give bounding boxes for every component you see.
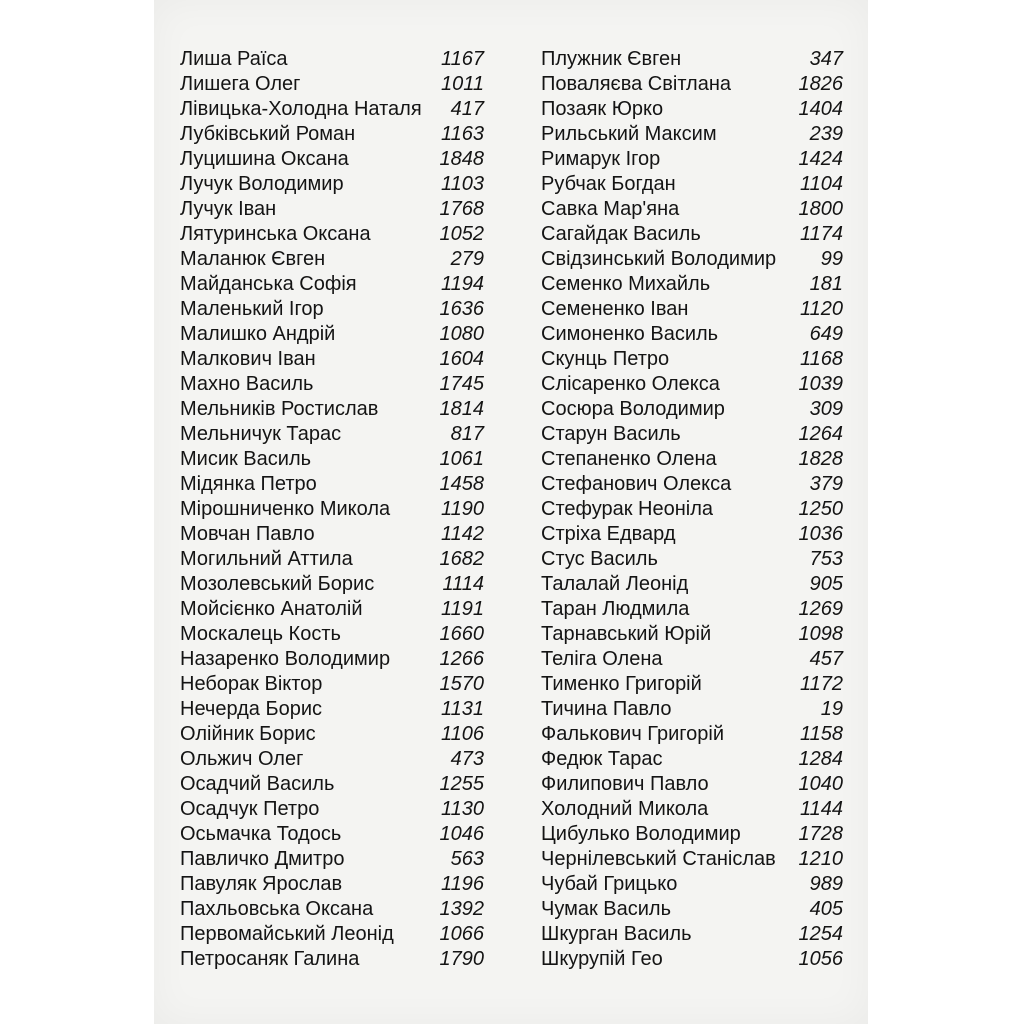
page-number: 1210 xyxy=(798,848,843,870)
page-number: 1172 xyxy=(799,673,843,695)
page-number: 1254 xyxy=(798,923,843,945)
index-entry xyxy=(541,772,843,797)
index-entry xyxy=(180,547,484,572)
index-entry xyxy=(541,322,843,347)
author-name: Степаненко Олена xyxy=(541,448,717,470)
index-entry xyxy=(180,897,484,922)
author-name: Чубай Грицько xyxy=(541,873,678,895)
index-entry xyxy=(541,722,843,747)
author-name: Могильний Аттила xyxy=(180,548,353,570)
author-name: Шкурган Василь xyxy=(541,923,692,945)
page-number: 649 xyxy=(809,323,843,345)
page-number: 1284 xyxy=(798,748,843,770)
page-number: 1728 xyxy=(798,823,843,845)
author-name: Свідзинський Володимир xyxy=(541,248,777,270)
page-number: 1098 xyxy=(798,623,843,645)
page-number: 1814 xyxy=(439,398,484,420)
page-number: 1191 xyxy=(440,598,484,620)
index-entry xyxy=(541,897,843,922)
index-entry xyxy=(541,647,843,672)
author-name: Семенко Михайль xyxy=(541,273,711,295)
page-number: 1800 xyxy=(798,198,843,220)
author-name: Рубчак Богдан xyxy=(541,173,676,195)
page-number: 989 xyxy=(809,873,843,895)
page-number: 1745 xyxy=(439,373,484,395)
index-entry xyxy=(180,697,484,722)
index-entry xyxy=(541,697,843,722)
author-name: Талалай Леонід xyxy=(541,573,689,595)
author-name: Цибулько Володимир xyxy=(541,823,741,845)
page-number: 1131 xyxy=(440,698,484,720)
author-name: Мойсієнко Анатолій xyxy=(180,598,363,620)
index-entry xyxy=(541,397,843,422)
index-entry xyxy=(541,247,843,272)
author-name: Пахльовська Оксана xyxy=(180,898,374,920)
author-name: Тарнавський Юрій xyxy=(541,623,712,645)
page-number: 1066 xyxy=(439,923,484,945)
page-number: 1424 xyxy=(798,148,843,170)
index-entry xyxy=(541,572,843,597)
author-name: Лівицька-Холодна Наталя xyxy=(180,98,422,120)
page-number: 1458 xyxy=(439,473,484,495)
author-name: Махно Василь xyxy=(180,373,314,395)
index-entry xyxy=(180,522,484,547)
page-number: 1052 xyxy=(439,223,484,245)
author-name: Малишко Андрій xyxy=(180,323,336,345)
author-name: Малкович Іван xyxy=(180,348,316,370)
author-name: Майданська Софія xyxy=(180,273,357,295)
page-number: 473 xyxy=(450,748,484,770)
page-number: 1120 xyxy=(799,298,843,320)
page-number: 905 xyxy=(809,573,843,595)
author-name: Слісаренко Олекса xyxy=(541,373,720,395)
index-entry xyxy=(541,197,843,222)
author-name: Осадчук Петро xyxy=(180,798,320,820)
index-entry xyxy=(541,522,843,547)
index-entry xyxy=(180,147,484,172)
index-entry xyxy=(180,397,484,422)
author-name: Лучук Іван xyxy=(180,198,277,220)
page-number: 1040 xyxy=(798,773,843,795)
page-number: 1039 xyxy=(798,373,843,395)
page-number: 1114 xyxy=(442,573,484,595)
index-entry xyxy=(180,597,484,622)
page-number: 753 xyxy=(809,548,843,570)
index-entry xyxy=(541,172,843,197)
page-number: 379 xyxy=(809,473,843,495)
page-number: 563 xyxy=(450,848,484,870)
page-number: 347 xyxy=(809,48,843,70)
index-entry xyxy=(541,547,843,572)
page-number: 1194 xyxy=(440,273,484,295)
author-name: Луцишина Оксана xyxy=(180,148,349,170)
author-name: Мельників Ростислав xyxy=(180,398,379,420)
page-number: 1828 xyxy=(798,448,843,470)
page-number: 1163 xyxy=(440,123,484,145)
author-name: Мозолевський Борис xyxy=(180,573,375,595)
author-name: Лучук Володимир xyxy=(180,173,344,195)
index-entry xyxy=(180,497,484,522)
index-entry xyxy=(541,747,843,772)
index-entry xyxy=(180,922,484,947)
page-number: 1142 xyxy=(440,523,484,545)
page-number: 19 xyxy=(820,698,843,720)
page-number: 1104 xyxy=(799,173,843,195)
page-number: 1404 xyxy=(798,98,843,120)
page-number: 1269 xyxy=(798,598,843,620)
author-name: Ольжич Олег xyxy=(180,748,304,770)
index-entry xyxy=(180,47,484,72)
page-number: 239 xyxy=(809,123,843,145)
author-name: Рильський Максим xyxy=(541,123,717,145)
page-number: 1570 xyxy=(439,673,484,695)
author-name: Тичина Павло xyxy=(541,698,672,720)
page-number: 1061 xyxy=(439,448,484,470)
author-name: Теліга Олена xyxy=(541,648,663,670)
author-name: Сосюра Володимир xyxy=(541,398,725,420)
index-entry xyxy=(180,422,484,447)
page-number: 1250 xyxy=(798,498,843,520)
page-number: 1144 xyxy=(799,798,843,820)
author-name: Мисик Василь xyxy=(180,448,312,470)
index-entry xyxy=(541,472,843,497)
author-name: Позаяк Юрко xyxy=(541,98,664,120)
author-name: Мельничук Тарас xyxy=(180,423,342,445)
page-number: 1392 xyxy=(439,898,484,920)
author-name: Стус Василь xyxy=(541,548,658,570)
page-number: 405 xyxy=(809,898,843,920)
page-number: 1158 xyxy=(799,723,843,745)
author-name: Филипович Павло xyxy=(541,773,709,795)
author-name: Холодний Микола xyxy=(541,798,709,820)
index-entry xyxy=(541,922,843,947)
index-entry xyxy=(180,672,484,697)
index-entry xyxy=(541,297,843,322)
page-number: 1056 xyxy=(798,948,843,970)
author-name: Мірошниченко Микола xyxy=(180,498,391,520)
page-number: 1604 xyxy=(439,348,484,370)
author-name: Петросаняк Галина xyxy=(180,948,360,970)
author-name: Первомайський Леонід xyxy=(180,923,394,945)
author-name: Мовчан Павло xyxy=(180,523,315,545)
page-number: 1174 xyxy=(799,223,843,245)
author-name: Федюк Тарас xyxy=(541,748,663,770)
page-number: 1167 xyxy=(440,48,484,70)
index-entry xyxy=(541,947,843,972)
author-name: Тименко Григорій xyxy=(541,673,702,695)
page-number: 1103 xyxy=(440,173,484,195)
page-number: 99 xyxy=(820,248,843,270)
index-entry xyxy=(180,722,484,747)
author-name: Маланюк Євген xyxy=(180,248,326,270)
author-name: Назаренко Володимир xyxy=(180,648,391,670)
page-number: 1682 xyxy=(439,548,484,570)
author-name: Стріха Едвард xyxy=(541,523,676,545)
index-entry xyxy=(180,122,484,147)
author-name: Симоненко Василь xyxy=(541,323,719,345)
author-name: Неборак Віктор xyxy=(180,673,323,695)
index-entry xyxy=(541,872,843,897)
index-entry xyxy=(541,622,843,647)
index-entry xyxy=(541,372,843,397)
page-number: 1106 xyxy=(440,723,484,745)
page-number: 457 xyxy=(809,648,843,670)
author-name: Осьмачка Тодось xyxy=(180,823,342,845)
index-entry xyxy=(541,672,843,697)
index-entry xyxy=(180,72,484,97)
page-number: 1168 xyxy=(799,348,843,370)
author-name: Стефанович Олекса xyxy=(541,473,732,495)
page-number: 1036 xyxy=(798,523,843,545)
author-name: Плужник Євген xyxy=(541,48,682,70)
author-name: Мідянка Петро xyxy=(180,473,317,495)
index-column-right xyxy=(541,47,843,972)
index-entry xyxy=(180,322,484,347)
page-number: 309 xyxy=(809,398,843,420)
index-entry xyxy=(180,297,484,322)
author-name: Павуляк Ярослав xyxy=(180,873,343,895)
page-number: 1190 xyxy=(440,498,484,520)
author-name: Сагайдак Василь xyxy=(541,223,701,245)
index-entry xyxy=(541,272,843,297)
author-name: Савка Мар'яна xyxy=(541,198,680,220)
index-entry xyxy=(541,72,843,97)
index-entry xyxy=(541,347,843,372)
author-name: Павличко Дмитро xyxy=(180,848,345,870)
page-number: 181 xyxy=(809,273,843,295)
author-name: Фалькович Григорій xyxy=(541,723,725,745)
page-number: 1046 xyxy=(439,823,484,845)
page-number: 1636 xyxy=(439,298,484,320)
index-entry xyxy=(541,122,843,147)
author-name: Шкурупій Гео xyxy=(541,948,663,970)
author-name: Чернілевський Станіслав xyxy=(541,848,776,870)
author-name: Таран Людмила xyxy=(541,598,690,620)
author-name: Лишега Олег xyxy=(180,73,301,95)
author-name: Олійник Борис xyxy=(180,723,316,745)
index-entry xyxy=(541,422,843,447)
author-name: Римарук Ігор xyxy=(541,148,661,170)
page-number: 817 xyxy=(450,423,484,445)
index-entry xyxy=(541,497,843,522)
index-entry xyxy=(180,272,484,297)
author-name: Старун Василь xyxy=(541,423,681,445)
author-name: Семененко Іван xyxy=(541,298,689,320)
page-number: 1266 xyxy=(439,648,484,670)
index-entry xyxy=(180,647,484,672)
page-number: 1196 xyxy=(440,873,484,895)
author-name: Чумак Василь xyxy=(541,898,672,920)
author-name: Нечерда Борис xyxy=(180,698,323,720)
index-entry xyxy=(180,572,484,597)
author-name: Лятуринська Оксана xyxy=(180,223,371,245)
author-name: Маленький Ігор xyxy=(180,298,324,320)
index-entry xyxy=(180,447,484,472)
index-entry xyxy=(541,822,843,847)
index-column-left xyxy=(180,47,484,972)
index-entry xyxy=(541,222,843,247)
page-number: 1264 xyxy=(798,423,843,445)
index-entry xyxy=(180,847,484,872)
index-entry xyxy=(180,97,484,122)
index-entry xyxy=(180,622,484,647)
index-entry xyxy=(180,347,484,372)
index-entry xyxy=(180,797,484,822)
index-entry xyxy=(541,147,843,172)
page-number: 1660 xyxy=(439,623,484,645)
page-number: 1826 xyxy=(798,73,843,95)
page-number: 1768 xyxy=(439,198,484,220)
index-entry xyxy=(541,447,843,472)
index-entry xyxy=(541,847,843,872)
page-number: 279 xyxy=(450,248,484,270)
index-entry xyxy=(180,172,484,197)
index-entry xyxy=(180,947,484,972)
index-entry xyxy=(541,597,843,622)
index-entry xyxy=(541,797,843,822)
author-name: Скунць Петро xyxy=(541,348,670,370)
author-name: Лубківський Роман xyxy=(180,123,356,145)
index-entry xyxy=(180,872,484,897)
index-entry xyxy=(541,47,843,72)
author-name: Стефурак Неоніла xyxy=(541,498,714,520)
page-number: 1080 xyxy=(439,323,484,345)
page-number: 1011 xyxy=(440,73,484,95)
author-name: Москалець Кость xyxy=(180,623,341,645)
index-entry xyxy=(180,372,484,397)
index-entry xyxy=(180,222,484,247)
index-entry xyxy=(541,97,843,122)
index-entry xyxy=(180,197,484,222)
index-entry xyxy=(180,247,484,272)
page-number: 1848 xyxy=(439,148,484,170)
author-name: Осадчий Василь xyxy=(180,773,335,795)
page-number: 1130 xyxy=(440,798,484,820)
page-number: 417 xyxy=(450,98,484,120)
author-name: Поваляєва Світлана xyxy=(541,73,731,95)
author-name: Лиша Раїса xyxy=(180,48,288,70)
page-number: 1790 xyxy=(439,948,484,970)
page-number: 1255 xyxy=(439,773,484,795)
index-entry xyxy=(180,472,484,497)
index-entry xyxy=(180,822,484,847)
index-entry xyxy=(180,772,484,797)
index-entry xyxy=(180,747,484,772)
